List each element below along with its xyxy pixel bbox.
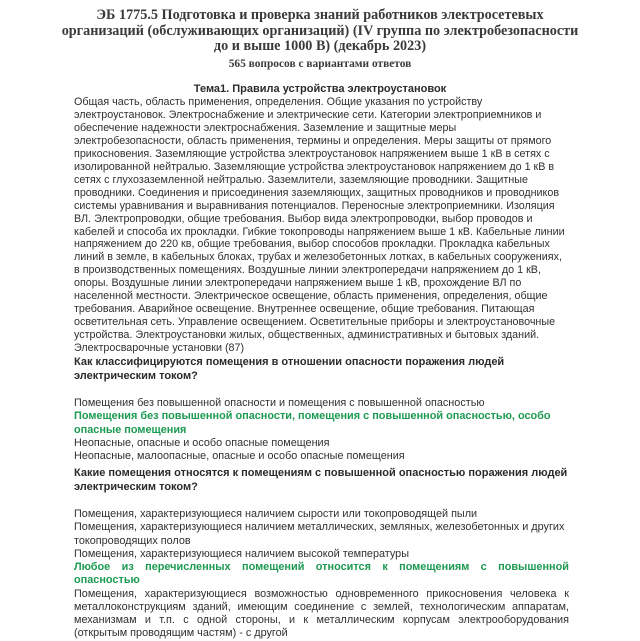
correct-answer-option: Любое из перечисленных помещений относится к помещениям с повышенной опасностью	[74, 561, 569, 587]
answer-option: Помещения, характеризующиеся наличием сырости или токопроводящей пыли	[74, 508, 478, 520]
answer-option: Неопасные, малоопасные, опасные и особо опасные помещения	[74, 450, 405, 462]
answer-option: Помещения, характеризующиеся наличием металлических, земляных, железобетонных и других токопроводящих полов	[74, 521, 565, 547]
question-block	[74, 355, 569, 463]
answer-options	[74, 397, 569, 463]
topic-heading: Тема1. Правила устройства электроустановок	[193, 83, 447, 95]
answer-option: Помещения, характеризующиеся возможностью одновременного прикосновения человека к металлоконструкциям зданий, имеющим соединение с землей, технологическим аппаратам, механизмам и т.п. с одной стороны, и к металлическим корпусам электрооборудования (открытым проводящим частям) - с другой	[74, 587, 569, 640]
answer-options	[74, 508, 569, 641]
topic-description: Общая часть, область применения, определения. Общие указания по устройству электроустановок. Электроснабжение и электрические сети. Категории электроприемников и обеспечение надежности электроснабжения. Заземление и защитные меры электробезопасности, область применения, термины и определения. Меры защиты от прямого прикосновения. Заземляющие устройства электроустановок напряжением выше 1 кВ в сетях с изолированной нейтралью. Заземляющие устройства электроустановок напряжением до 1 кВ в сетях с глухозаземленной нейтралью. Заземлители, заземляющие проводники. Защитные проводники. Соединения и присоединения заземляющих, защитных проводников и проводников системы уравнивания и выравнивания потенциалов. Переносные электроприемники. Изоляция ВЛ. Электропроводки, общие требования. Выбор вида электропроводки, выбор проводов и кабелей и способа их прокладки. Гибкие токопроводы напряжением выше 1 кВ. Кабельные линии напряжением до 220 кв, общие требования, выбор способов прокладки. Прокладка кабельных линий в земле, в кабельных блоках, трубах и железобетонных лотках, в кабельных сооружениях, в производственных помещениях. Воздушные линии электропередачи напряжением до 1 кВ, опоры. Воздушные линии электропередачи напряжением выше 1 кВ, прохождение ВЛ по населенной местности. Электрическое освещение, область применения, определения, общие требования. Аварийное освещение. Внутреннее освещение, общие требования. Питающая осветительная сеть. Управление освещением. Осветительные приборы и электроустановочные устройства. Электроустановки жилых, общественных, административных и бытовых зданий. Электросварочные установки (87)	[74, 96, 565, 355]
document-subtitle: 565 вопросов с вариантами ответов	[228, 58, 412, 70]
question-text: Какие помещения относятся к помещениям с повышенной опасностью поражения людей электрическим током?	[74, 467, 568, 493]
question-text: Как классифицируются помещения в отношении опасности поражения людей электрическим током?	[74, 356, 505, 382]
answer-option: Неопасные, опасные и особо опасные помещения	[74, 436, 330, 449]
answer-option: Помещения без повышенной опасности и помещения с повышенной опасностью	[74, 397, 485, 409]
answer-option: Помещения, характеризующиеся наличием высокой температуры	[74, 547, 410, 560]
question-block	[74, 466, 569, 641]
correct-answer-option: Помещения без повышенной опасности, помещения с повышенной опасностью, особо опасные помещения	[74, 410, 551, 436]
document-title: ЭБ 1775.5 Подготовка и проверка знаний работников электросетевых организаций (обслуживающих организаций) (IV группа по электробезопасности до и выше 1000 В) (декабрь 2023)	[61, 7, 579, 54]
